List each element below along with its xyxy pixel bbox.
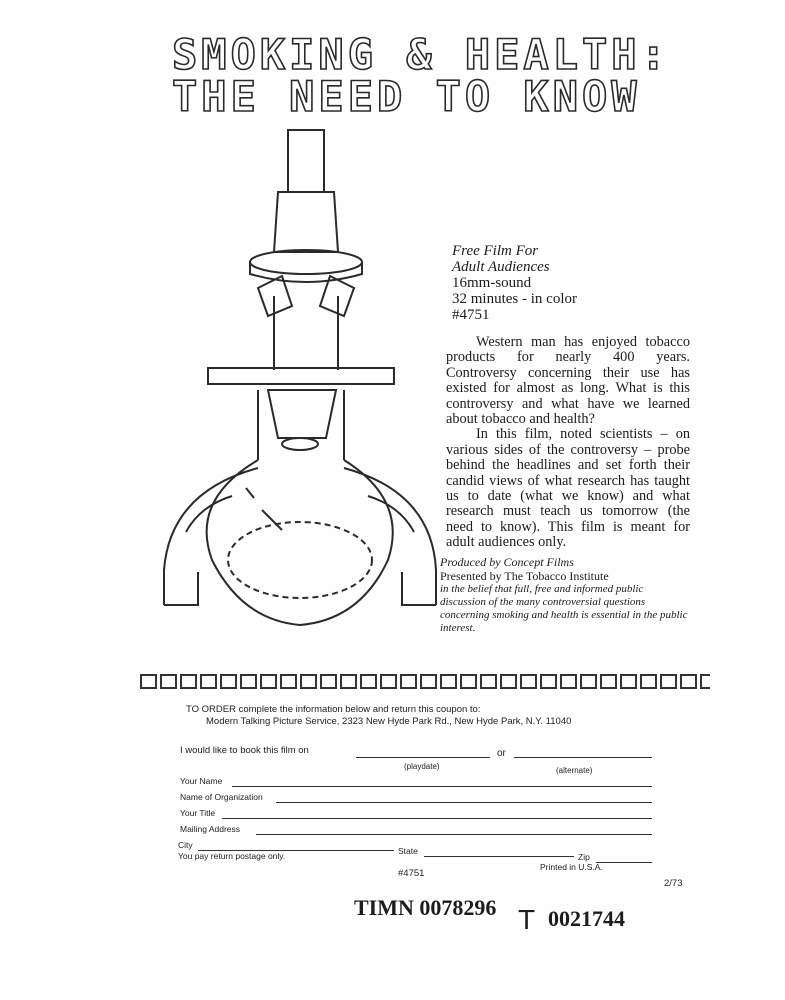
printed-in: Printed in U.S.A. [540,862,603,872]
book-film-label: I would like to book this film on [180,745,309,756]
your-title-label: Your Title [180,808,216,818]
page-title-line2: THE NEED TO KNOW [172,72,641,121]
credits-block [440,555,688,635]
zip-field[interactable] [596,862,652,863]
city-label: City [178,840,193,850]
description-paragraph-2: In this film, noted scientists – on various sides of the controversy – probe behind the headlines and set forth their candid views of what research has taught us to date (what we know) and what research must teach us tomorrow (the need to know). This film is meant for adult audiences only. [446,426,690,551]
alternate-date-field[interactable] [514,757,652,758]
timn-code: TIMN 0078296 [354,895,497,920]
handwritten-mark: T [518,904,536,935]
microscope-illustration [150,120,450,640]
alternate-caption: (alternate) [556,766,593,775]
organization-label: Name of Organization [180,792,263,802]
playdate-caption: (playdate) [404,762,440,771]
coupon-cut-line [140,672,710,690]
film-number: #4751 [452,307,490,323]
your-name-label: Your Name [180,776,223,786]
postage-note: You pay return postage only. [178,851,286,861]
produced-by: Produced by Concept Films [440,555,574,569]
organization-field[interactable] [276,802,652,803]
mailing-address-label: Mailing Address [180,824,241,834]
page-title-line1: SMOKING & HEALTH: [172,30,670,79]
your-title-field[interactable] [222,818,652,819]
film-description [446,335,690,551]
mailing-address-field[interactable] [256,834,652,835]
state-label: State [398,846,418,856]
microscope-tube [274,192,338,252]
film-info-line2: Adult Audiences [452,259,550,275]
microscope-stage [208,368,394,384]
presented-by: Presented by The Tobacco Institute [440,569,609,583]
film-info-line1: Free Film For [452,243,539,259]
playdate-field[interactable] [356,757,490,758]
film-duration: 32 minutes - in color [452,291,577,307]
your-name-field[interactable] [232,786,652,787]
belief-statement: in the belief that full, free and informed public discussion of the many controversial questions concerning smoking and health is essential in the public interest. [440,583,688,634]
date-code: 2/73 [664,878,683,889]
coupon-film-number: #4751 [398,868,425,879]
microscope-eyepiece [288,130,324,192]
or-label: or [497,748,506,759]
order-address: Modern Talking Picture Service, 2323 New Hyde Park Rd., New Hyde Park, N.Y. 11040 [206,716,572,727]
zip-label: Zip [578,852,590,862]
description-paragraph-1: Western man has enjoyed tobacco products for nearly 400 years. Controversy concerning their use has existed for almost as long. What is this controversy and what have we learned about tobacco and health? [446,334,690,428]
film-format: 16mm-sound [452,275,532,291]
order-instructions: TO ORDER complete the information below and return this coupon to: [186,704,481,715]
document-number: 0021744 [548,906,625,931]
state-field[interactable] [424,856,574,857]
